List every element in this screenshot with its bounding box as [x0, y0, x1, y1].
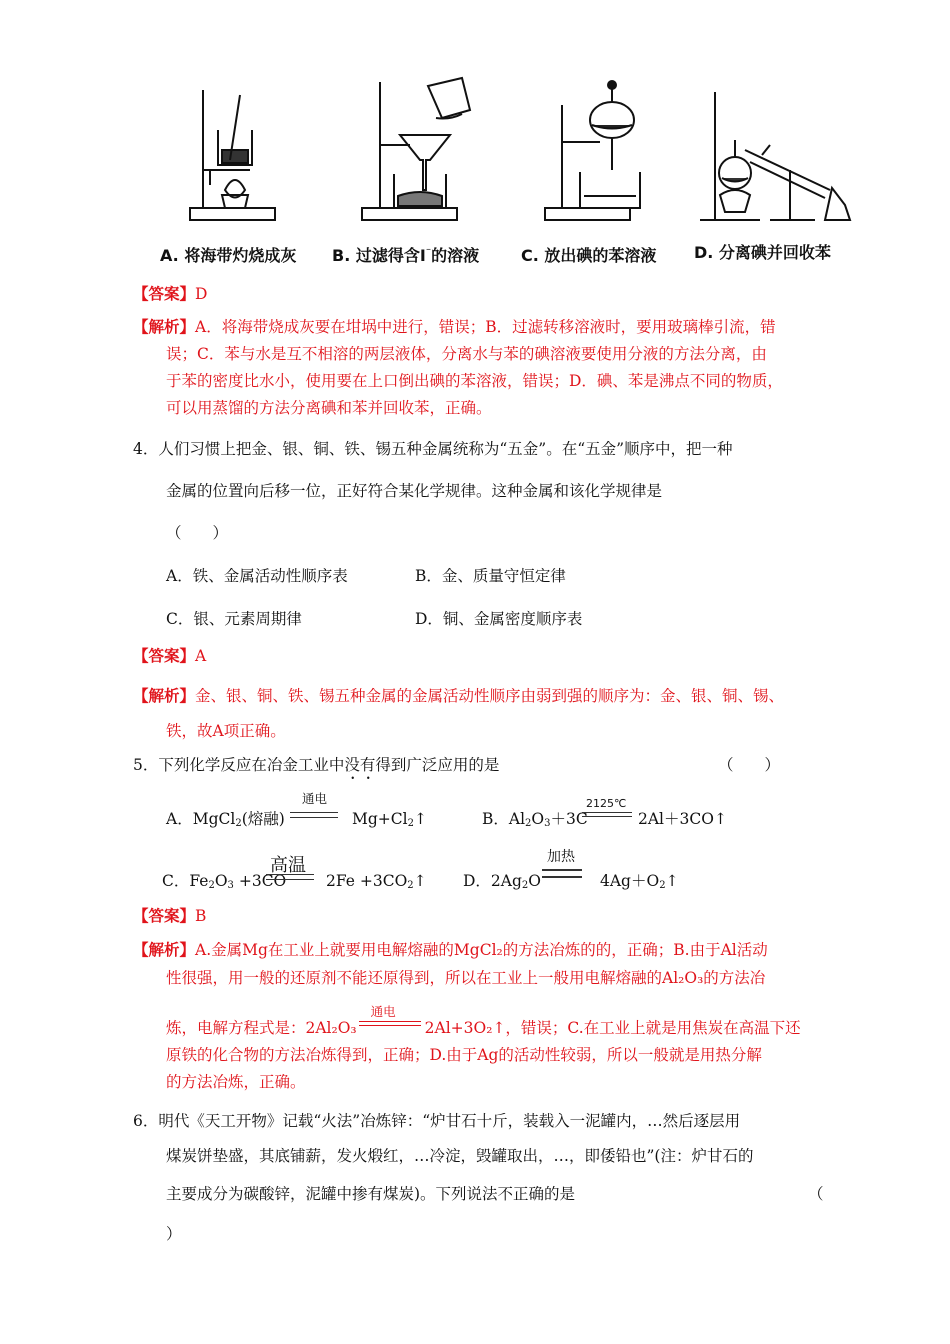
- apparatus-figure: [150, 70, 870, 240]
- q3-analysis-line-1: [133, 316, 776, 338]
- analysis-text: A．将海带烧成灰要在坩埚中进行，错误；B．过滤转移溶液时，要用玻璃棒引流，错: [195, 318, 776, 336]
- analysis-tag: 【解析】: [133, 317, 196, 336]
- answer-tag: 【答案】: [133, 906, 196, 925]
- caption-b: [332, 243, 479, 266]
- q5-stem-d: 得到广泛应用的是: [375, 756, 500, 774]
- q4-stem-line-2: 金属的位置向后移一位，正好符合某化学规律。这种金属和该化学规律是: [166, 482, 663, 500]
- q5-option-b-right: 2Al＋3CO↑: [638, 810, 727, 828]
- analysis-text: A.金属Mg在工业上就要用电解熔融的MgCl₂的方法冶炼的的，正确；B.由于Al活动: [195, 941, 768, 959]
- q4-stem-line-1: 4．人们习惯上把金、银、铜、铁、锡五种金属统称为“五金”。在“五金”顺序中，把一种: [133, 440, 733, 458]
- q5-option-a-condition: 通电: [302, 791, 328, 806]
- q3-answer: [133, 283, 207, 305]
- q6-paren-close: ）: [166, 1225, 182, 1243]
- q4-analysis-line-1: [133, 685, 784, 707]
- q5-analysis-3a: 炼，电解方程式是：2Al₂O₃: [166, 1019, 357, 1037]
- analysis-text: 金、银、铜、铁、锡五种金属的金属活动性顺序由弱到强的顺序为：金、银、铜、锡、: [195, 687, 785, 705]
- q5-stem: [133, 754, 499, 776]
- q4-option-d: D．铜、金属密度顺序表: [415, 610, 583, 628]
- apparatus-b-drawing: [362, 78, 470, 220]
- caption-a: A. 将海带灼烧成灰: [160, 246, 297, 265]
- caption-c: C. 放出碘的苯溶液: [521, 246, 657, 265]
- q5-analysis-condition: 通电: [370, 1004, 396, 1019]
- q4-option-c: C．银、元素周期律: [166, 610, 302, 628]
- q5-option-a-right: $Mg+Cl_2↑$: [352, 810, 427, 829]
- q5-analysis-line-4: 原铁的化合物的方法冶炼得到，正确；D.由于Ag的活动性较弱，所以一般就是用热分解: [166, 1046, 762, 1064]
- q3-analysis-line-4: 可以用蒸馏的方法分离碘和苯并回收苯，正确。: [166, 399, 492, 417]
- q5-analysis-line-1: [133, 939, 768, 961]
- q5-analysis-line-2: 性很强，用一般的还原剂不能还原得到，所以在工业上一般用电解熔融的Al₂O₃的方法冶: [166, 969, 766, 987]
- q5-stem-emph-1: 没: [344, 756, 360, 774]
- analysis-tag: 【解析】: [133, 686, 196, 705]
- caption-b-sup: ⁻: [425, 246, 432, 258]
- q5-analysis-3b: 2Al+3O₂↑，错误；C.在工业上就是用焦炭在高温下还: [424, 1019, 801, 1037]
- caption-b-tail: 的溶液: [431, 246, 480, 265]
- q5-option-d-right: $4Ag+O_2↑$: [600, 872, 679, 891]
- q5-option-a-left: A．MgCl$_2$(熔融): [166, 810, 285, 829]
- q5-option-d-condition: 加热: [547, 849, 575, 865]
- q5-analysis-arrow: [357, 1004, 425, 1033]
- q5-option-b-condition: 2125℃: [586, 797, 627, 810]
- q5-stem-a: 5．下列化学反应在冶金工业中: [133, 756, 345, 774]
- answer-tag: 【答案】: [133, 646, 196, 665]
- q6-stem-line-3: 主要成分为碳酸锌，泥罐中掺有煤炭)。下列说法不正确的是: [166, 1185, 576, 1203]
- q4-option-a: A．铁、金属活动性顺序表: [166, 567, 348, 585]
- q5-analysis-line-3: [166, 1004, 801, 1039]
- answer-value: B: [195, 907, 207, 925]
- q4-analysis-line-2: 铁，故A项正确。: [166, 722, 286, 740]
- apparatus-d-drawing: [700, 92, 850, 220]
- q5-option-d-left: D．$2Ag_2O$: [463, 872, 541, 891]
- q3-analysis-line-2: 误；C．苯与水是互不相溶的两层液体，分离水与苯的碘溶液要使用分液的方法分离，由: [166, 345, 767, 363]
- q5-option-b-left: B．$Al_2O_3+3C$: [482, 810, 588, 829]
- q5-stem-emph-2: 有: [359, 756, 376, 774]
- caption-b-text: B. 过滤得含I: [332, 246, 426, 265]
- apparatus-a-drawing: [190, 90, 275, 220]
- q5-option-c-right: $2Fe +3CO_2↑$: [326, 872, 427, 891]
- q6-stem-line-2: 煤炭饼垫盛，其底铺薪，发火煅红，…冷淀，毁罐取出，…，即倭铅也”(注：炉甘石的: [166, 1147, 754, 1165]
- q4-paren: （ ）: [166, 524, 229, 542]
- caption-d: D. 分离碘并回收苯: [694, 243, 831, 262]
- q5-answer: [133, 905, 206, 927]
- q5-paren: （ ）: [718, 756, 781, 774]
- q5-analysis-line-5: 的方法冶炼，正确。: [166, 1073, 306, 1091]
- q5-option-c-condition: 高温: [270, 855, 306, 876]
- answer-value: D: [195, 285, 208, 303]
- q3-analysis-line-3: 于苯的密度比水小，使用要在上口倒出碘的苯溶液，错误；D．碘、苯是沸点不同的物质，: [166, 372, 783, 390]
- q4-option-b: B．金、质量守恒定律: [415, 567, 566, 585]
- answer-tag: 【答案】: [133, 284, 196, 303]
- q6-paren-open: （: [808, 1185, 824, 1203]
- analysis-tag: 【解析】: [133, 940, 196, 959]
- q6-stem-line-1: 6．明代《天工开物》记载“火法”冶炼锌：“炉甘石十斤，装载入一泥罐内，…然后逐层用: [133, 1112, 741, 1130]
- q5-option-c-left: C．$Fe_2O_3 +3CO$: [162, 872, 287, 891]
- answer-value: A: [195, 647, 207, 665]
- q4-answer: [133, 645, 206, 667]
- apparatus-c-drawing: [545, 81, 640, 220]
